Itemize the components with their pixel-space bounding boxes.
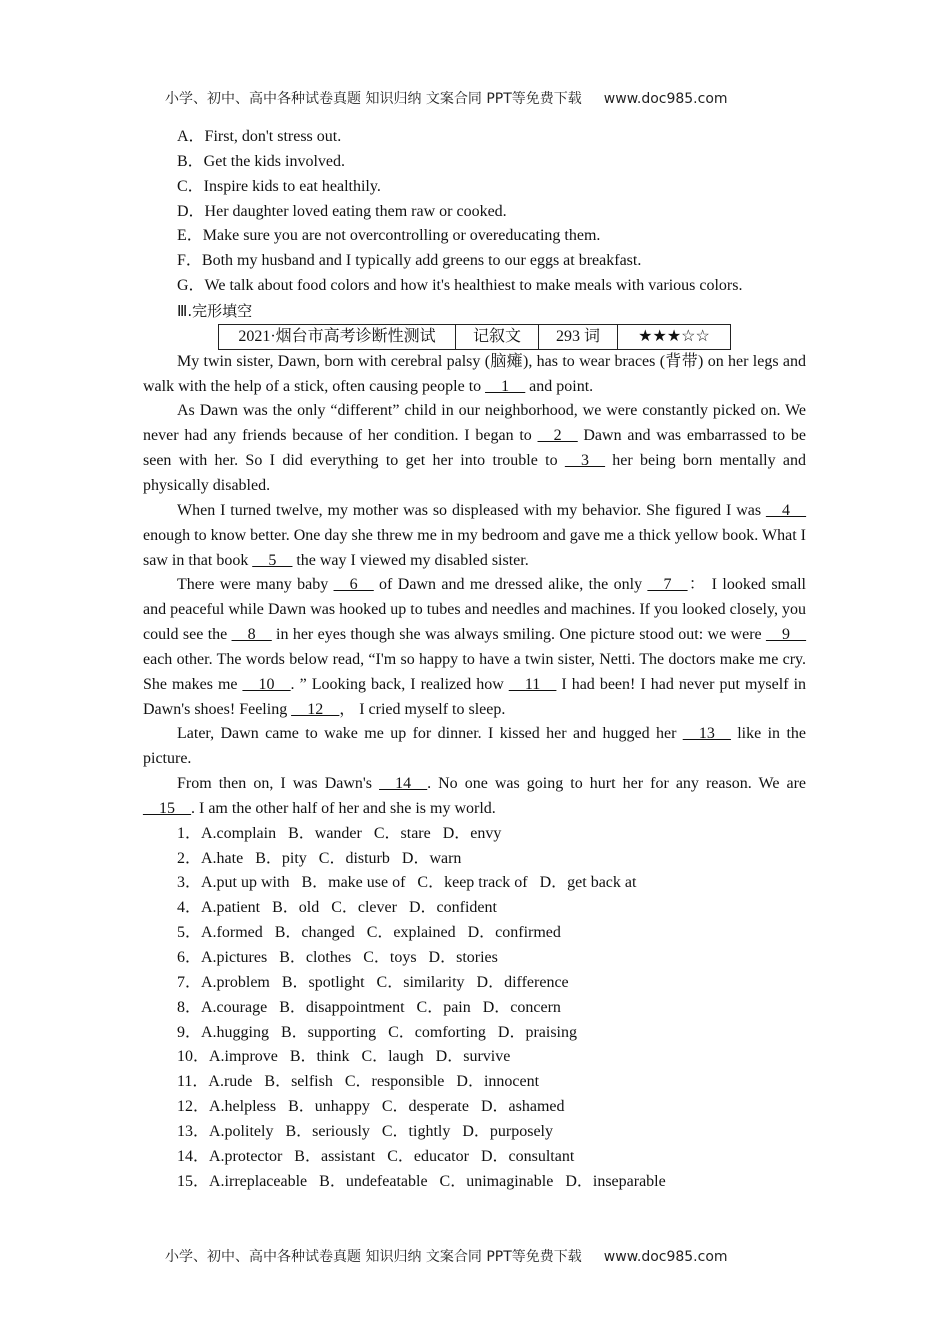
passage-text: the way I viewed my disabled sister. bbox=[292, 551, 529, 569]
passage-text: each other. The words below read, “I'm so happy to have a twin sister, Netti. The doctors make me cry. She makes me bbox=[143, 650, 806, 693]
passage-text: ： I looked small and peaceful while Dawn was hooked up to tubes and needles and machines. If you looked closely, you could see the bbox=[143, 576, 806, 644]
passage-text: like in the picture. bbox=[143, 725, 807, 768]
passage-text: As Dawn was the only “different” child in our neighborhood, we were constantly picked on. We never had any friends because of her condition. I began to bbox=[143, 402, 806, 445]
cloze-blank: __13__ bbox=[682, 725, 731, 743]
question-8: 8．A.courage B．disappointment C．pain D．concern bbox=[177, 998, 561, 1016]
passage-paragraph bbox=[143, 573, 806, 722]
question-10: 10．A.improve B．think C．laugh D．survive bbox=[177, 1048, 511, 1066]
page-footer bbox=[165, 1246, 728, 1266]
cloze-blank: __5__ bbox=[252, 551, 293, 569]
answer-options bbox=[143, 125, 806, 299]
passage-paragraph bbox=[143, 499, 806, 574]
option-e: E．Make sure you are not overcontrolling or overeducating them. bbox=[177, 227, 601, 245]
info-genre: 记叙文 bbox=[456, 324, 539, 349]
question-1: 1．A.complain B．wander C．stare D．envy bbox=[177, 824, 502, 842]
option-a: A．First, don't stress out. bbox=[177, 128, 342, 145]
passage-text: . No one was going to hurt her for any reason. We are bbox=[427, 775, 807, 793]
passage-paragraph bbox=[143, 772, 806, 822]
cloze-blank: __12__ bbox=[291, 700, 340, 718]
section-title: Ⅲ.完形填空 bbox=[177, 301, 253, 320]
cloze-blank: __7__ bbox=[647, 576, 688, 594]
question-11: 11．A.rude B．selfish C．responsible D．innocent bbox=[177, 1073, 540, 1091]
passage-text: her being born mentally and physically disabled. bbox=[143, 452, 807, 494]
question-14: 14．A.protector B．assistant C．educator D．consultant bbox=[177, 1147, 575, 1165]
passage-text: Later, Dawn came to wake me up for dinner. I kissed her and hugged her bbox=[177, 725, 683, 743]
cloze-blank: __8__ bbox=[231, 626, 272, 644]
cloze-blank: __1__ bbox=[485, 377, 526, 395]
cloze-blank: __6__ bbox=[333, 576, 374, 594]
cloze-blank: __3__ bbox=[564, 452, 605, 470]
header-url[interactable]: www.doc985.com bbox=[603, 91, 728, 107]
cloze-blank: __4__ bbox=[766, 501, 806, 519]
info-words: 293 词 bbox=[539, 324, 618, 349]
option-c: C．Inspire kids to eat healthily. bbox=[177, 177, 381, 195]
passage-text: . ” Looking back, I realized how bbox=[290, 675, 509, 693]
question-13: 13．A.politely B．seriously C．tightly D．purposely bbox=[177, 1122, 553, 1140]
option-g: G．We talk about food colors and how it's healthiest to make meals with various colors. bbox=[177, 277, 743, 295]
page-header bbox=[165, 88, 728, 108]
question-4: 4．A.patient B．old C．clever D．confident bbox=[177, 899, 497, 917]
cloze-passage bbox=[143, 350, 806, 822]
option-f: F．Both my husband and I typically add greens to our eggs at breakfast. bbox=[177, 252, 642, 270]
question-3: 3．A.put up with B．make use of C．keep track of D．get back at bbox=[177, 874, 637, 892]
cloze-blank: __9__ bbox=[766, 626, 806, 644]
info-difficulty: ★★★☆☆ bbox=[618, 324, 731, 349]
info-table bbox=[218, 324, 731, 350]
cloze-blank: __14__ bbox=[379, 775, 428, 793]
passage-text: When I turned twelve, my mother was so displeased with my behavior. She figured I was bbox=[177, 501, 766, 519]
question-list bbox=[143, 822, 806, 1195]
footer-url[interactable]: www.doc985.com bbox=[603, 1249, 728, 1265]
option-d: D．Her daughter loved eating them raw or cooked. bbox=[177, 202, 507, 220]
passage-text: of Dawn and me dressed alike, the only bbox=[373, 576, 648, 594]
cloze-blank: __11__ bbox=[508, 675, 557, 693]
question-15: 15．A.irreplaceable B．undefeatable C．unimaginable D．inseparable bbox=[177, 1172, 666, 1190]
passage-text: From then on, I was Dawn's bbox=[177, 775, 380, 793]
option-b: B．Get the kids involved. bbox=[177, 152, 345, 170]
cloze-blank: __10__ bbox=[242, 675, 291, 693]
question-6: 6．A.pictures B．clothes C．toys D．stories bbox=[177, 949, 498, 966]
footer-text: 小学、初中、高中各种试卷真题 知识归纳 文案合同 PPT等免费下载 bbox=[165, 1249, 582, 1265]
info-source: 2021·烟台市高考诊断性测试 bbox=[219, 324, 456, 349]
passage-text: Dawn and was embarrassed to be seen with her. So I did everything to get her into trouble to bbox=[143, 427, 807, 470]
question-7: 7．A.problem B．spotlight C．similarity D．difference bbox=[177, 973, 569, 991]
question-9: 9．A.hugging B．supporting C．comforting D．praising bbox=[177, 1023, 577, 1041]
question-2: 2．A.hate B．pity C．disturb D．warn bbox=[177, 849, 462, 867]
passage-text: There were many baby bbox=[177, 576, 334, 594]
document-body bbox=[143, 125, 806, 1194]
passage-text: My twin sister, Dawn, born with cerebral palsy (脑瘫), has to wear braces (背带) on her legs and walk with the help of a stick, often causing people to bbox=[143, 352, 806, 395]
passage-text: . I am the other half of her and she is my world. bbox=[191, 799, 496, 817]
passage-text: ， I cried myself to sleep. bbox=[339, 700, 506, 718]
passage-text: and point. bbox=[525, 377, 594, 395]
passage-text: I had been! I had never put myself in Dawn's shoes! Feeling bbox=[143, 675, 807, 718]
passage-paragraph bbox=[143, 399, 806, 498]
question-12: 12．A.helpless B．unhappy C．desperate D．ashamed bbox=[177, 1098, 565, 1116]
passage-paragraph bbox=[143, 722, 806, 772]
passage-paragraph bbox=[143, 350, 806, 400]
cloze-blank: __15__ bbox=[143, 799, 191, 817]
passage-text: in her eyes though she was always smiling. One picture stood out: we were bbox=[271, 626, 766, 644]
cloze-blank: __2__ bbox=[537, 427, 578, 445]
passage-text: enough to know better. One day she threw me in my bedroom and gave me a thick yellow book. What I saw in that book bbox=[143, 526, 806, 569]
header-text: 小学、初中、高中各种试卷真题 知识归纳 文案合同 PPT等免费下载 bbox=[165, 91, 582, 107]
question-5: 5．A.formed B．changed C．explained D．confirmed bbox=[177, 924, 561, 942]
